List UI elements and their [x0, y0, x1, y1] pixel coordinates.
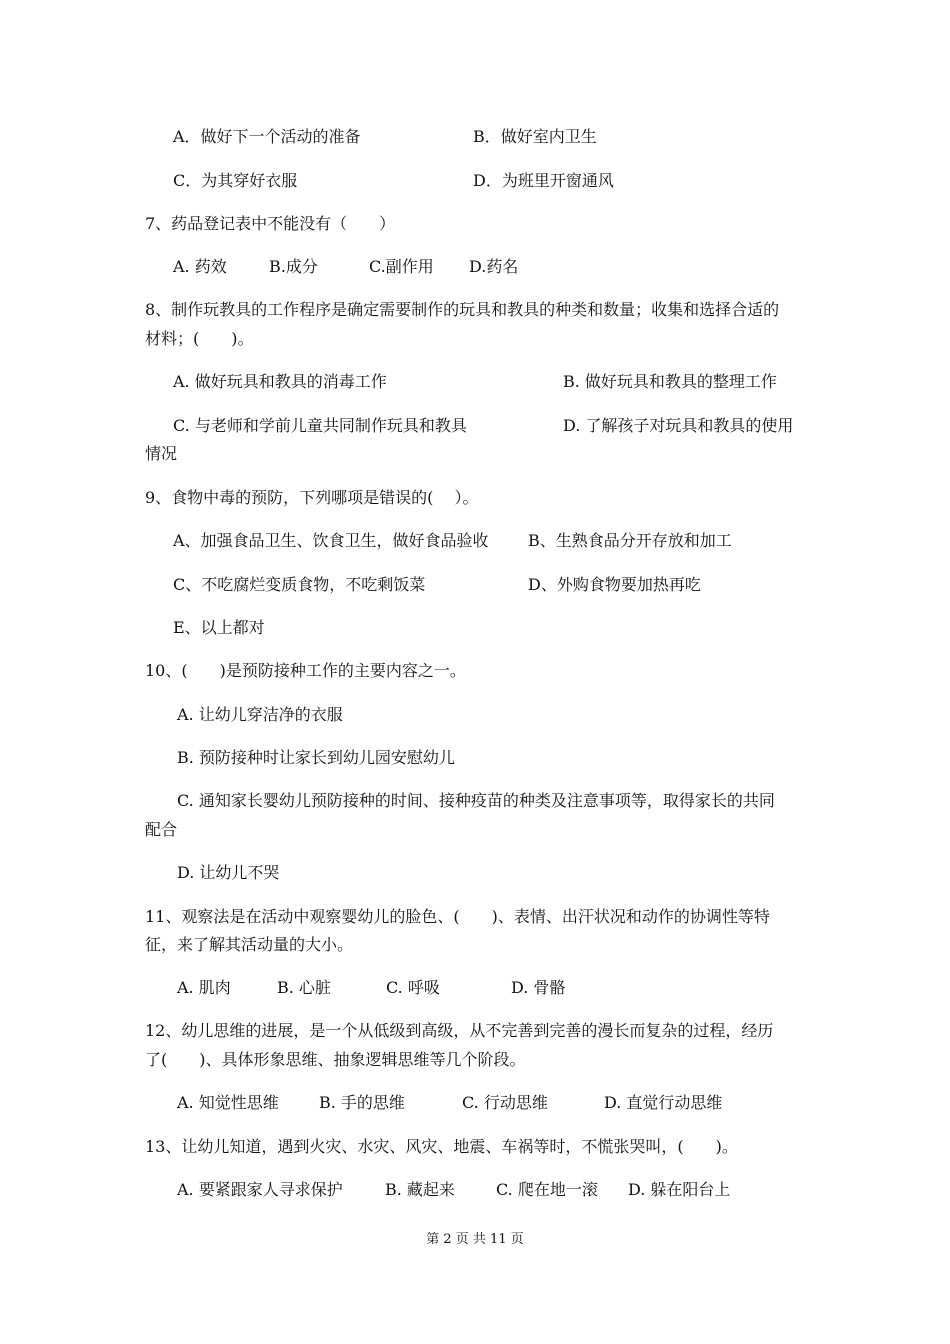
q13-option-d: D. 躲在阳台上: [628, 1180, 731, 1199]
q10-option-c: C. 通知家长婴幼儿预防接种的时间、接种疫苗的种类及注意事项等，取得家长的共同: [177, 791, 775, 810]
q8-option-b: B. 做好玩具和教具的整理工作: [563, 372, 777, 391]
q9-option-a: A、加强食品卫生、饮食卫生，做好食品验收: [173, 531, 489, 550]
q13-option-a: A. 要紧跟家人寻求保护: [177, 1180, 343, 1199]
q13-option-b: B. 藏起来: [385, 1180, 455, 1199]
q8-option-a: A. 做好玩具和教具的消毒工作: [173, 372, 387, 391]
q6-option-a: A．做好下一个活动的准备: [173, 127, 361, 146]
q7-question: 7、药品登记表中不能没有（ ）: [145, 214, 396, 233]
q11-question-line2: 征，来了解其活动量的大小。: [145, 935, 354, 954]
q9-option-e: E、以上都对: [173, 618, 265, 637]
q11-option-d: D. 骨骼: [511, 978, 566, 997]
q13-option-c: C. 爬在地一滚: [496, 1180, 598, 1199]
q7-option-c: C.副作用: [369, 257, 434, 276]
q12-option-d: D. 直觉行动思维: [604, 1093, 723, 1112]
q9-option-c: C、不吃腐烂变质食物，不吃剩饭菜: [173, 575, 426, 594]
q9-option-b: B、生熟食品分开存放和加工: [528, 531, 732, 550]
q7-option-d: D.药名: [469, 257, 519, 276]
q8-option-d: D. 了解孩子对玩具和教具的使用: [563, 416, 794, 435]
q10-option-c-continuation: 配合: [145, 820, 178, 839]
q8-question-line1: 8、制作玩教具的工作程序是确定需要制作的玩具和教具的种类和数量；收集和选择合适的: [145, 300, 780, 319]
q11-option-a: A. 肌肉: [177, 978, 231, 997]
q8-option-c: C. 与老师和学前儿童共同制作玩具和教具: [173, 416, 467, 435]
q8-option-d-continuation: 情况: [145, 444, 178, 463]
q7-option-a: A. 药效: [173, 257, 227, 276]
q12-option-a: A. 知觉性思维: [177, 1093, 279, 1112]
q10-question: 10、( )是预防接种工作的主要内容之一。: [145, 661, 466, 680]
q11-question-line1: 11、观察法是在活动中观察婴幼儿的脸色、( )、表情、出汗状况和动作的协调性等特: [145, 907, 770, 926]
q7-option-b: B.成分: [269, 257, 318, 276]
q9-option-d: D、外购食物要加热再吃: [528, 575, 701, 594]
q10-option-b: B. 预防接种时让家长到幼儿园安慰幼儿: [177, 748, 455, 767]
q6-option-b: B．做好室内卫生: [473, 127, 597, 146]
q12-option-c: C. 行动思维: [462, 1093, 548, 1112]
q9-question: 9、食物中毒的预防，下列哪项是错误的( ）。: [145, 488, 479, 507]
q10-option-a: A. 让幼儿穿洁净的衣服: [177, 705, 343, 724]
q13-question: 13、让幼儿知道，遇到火灾、水灾、风灾、地震、车祸等时，不慌张哭叫，( )。: [145, 1137, 738, 1156]
page-number-footer: 第 2 页 共 11 页: [426, 1232, 524, 1247]
q10-option-d: D. 让幼儿不哭: [177, 863, 280, 882]
q12-option-b: B. 手的思维: [319, 1093, 405, 1112]
q11-option-c: C. 呼吸: [386, 978, 440, 997]
q6-option-c: C．为其穿好衣服: [173, 171, 298, 190]
q12-question-line2: 了( )、具体形象思维、抽象逻辑思维等几个阶段。: [145, 1050, 526, 1069]
q6-option-d: D．为班里开窗通风: [473, 171, 614, 190]
q8-question-line2: 材料；( )。: [145, 329, 254, 348]
q12-question-line1: 12、幼儿思维的进展，是一个从低级到高级，从不完善到完善的漫长而复杂的过程，经历: [145, 1021, 774, 1040]
q11-option-b: B. 心脏: [277, 978, 331, 997]
